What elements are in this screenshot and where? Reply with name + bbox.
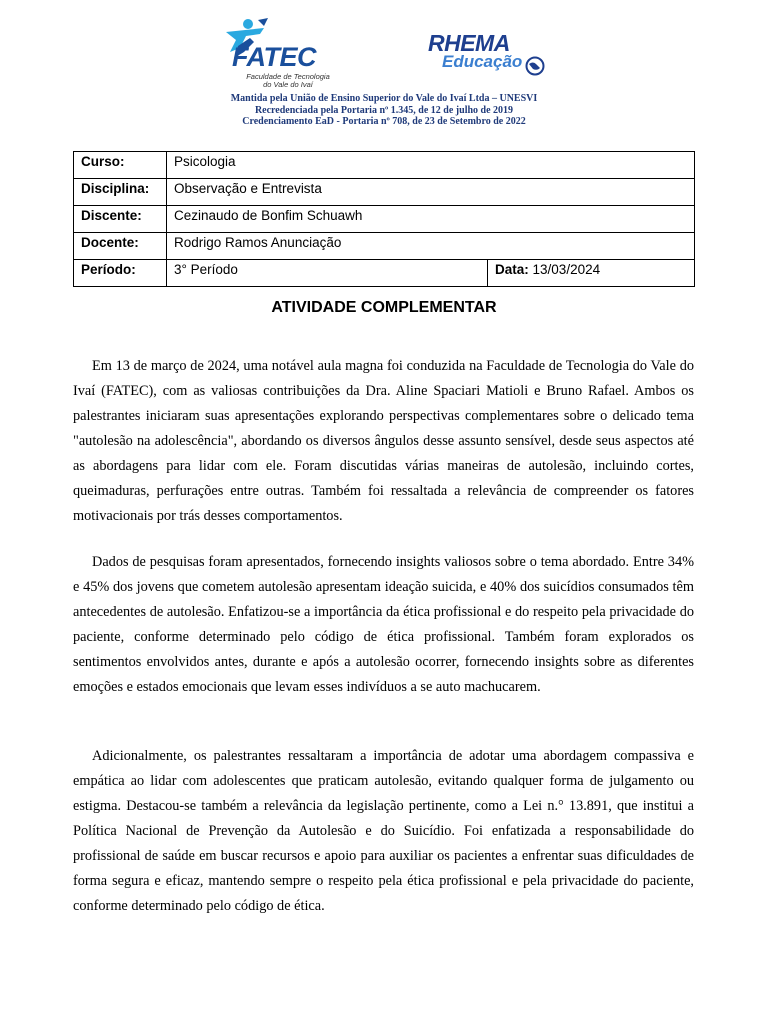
curso-value: Psicologia [167,152,695,179]
fatec-logo-subtitle [233,73,343,89]
docente-value: Rodrigo Ramos Anunciação [167,233,695,260]
periodo-label: Período: [74,260,167,287]
table-row-discente [74,206,695,233]
fatec-logo [220,18,340,90]
fatec-subtitle-line2: do Vale do Ivaí [263,80,313,89]
rhema-logo-text: RHEMA [428,30,510,56]
info-table [73,151,695,287]
data-label: Data: [495,262,529,277]
paragraph-1: Em 13 de março de 2024, uma notável aula magna foi conduzida na Faculdade de Tecnologia do Vale do Ivaí (FATEC), com as valiosas contribuições da Dra. Aline Spaciari Matioli e Bruno Rafael. Ambos os palestrantes iniciaram suas apresentações explorando perspectivas complementares sobre o delicado tema "autolesão na adolescência", abordando os diversos ângulos desse assunto sensível, desde seus aspectos até as abordagens para lidar com ele. Foram discutidas várias maneiras de autolesão, incluindo cortes, queimaduras, perfurações entre outras. Também foi ressaltada a relevância de compreender os fatores motivacionais por trás desses comportamentos. [73,358,694,524]
docente-label: Docente: [74,233,167,260]
institution-line-3: Credenciamento EaD - Portaria nº 708, de 23 de Setembro de 2022 [242,116,526,127]
table-row-periodo [74,260,695,287]
curso-label: Curso: [74,152,167,179]
discente-value: Cezinaudo de Bonfim Schuawh [167,206,695,233]
rhema-tagline: Educação [442,52,523,71]
data-value: 13/03/2024 [532,262,601,277]
table-row-docente [74,233,695,260]
table-row-disciplina [74,179,695,206]
data-cell [488,260,695,287]
rhema-logo [426,30,551,80]
fatec-subtitle-line1: Faculdade de Tecnologia [246,72,330,81]
globe-icon [525,56,545,76]
paragraph-2: Dados de pesquisas foram apresentados, fornecendo insights valiosos sobre o tema abordado. Entre 34% e 45% dos jovens que cometem autolesão apresentam ideação suicida, e 40% dos suicídios consumados têm antecedentes de autolesão. Enfatizou-se a importância da ética profissional e do respeito pela privacidade do paciente, conforme determinado pelo código de ética profissional. Também foram explorados os sentimentos envolvidos antes, durante e após a autolesão ocorrer, fornecendo insights sobre as diferentes emoções e estados emocionais que levam esses indivíduos a se auto machucarem. [73,554,694,695]
disciplina-value: Observação e Entrevista [167,179,695,206]
document-title: ATIVIDADE COMPLEMENTAR [271,299,497,316]
periodo-value: 3° Período [167,260,488,287]
disciplina-label: Disciplina: [74,179,167,206]
discente-label: Discente: [74,206,167,233]
paragraph-3: Adicionalmente, os palestrantes ressaltaram a importância de adotar uma abordagem compassiva e empática ao lidar com adolescentes que praticam autolesão, evitando qualquer forma de julgamento ou estigma. Destacou-se também a relevância da legislação pertinente, como a Lei n.° 13.891, que institui a Política Nacional de Prevenção da Autolesão e do Suicídio. Foi enfatizada a responsabilidade do profissional de saúde em buscar recursos e apoio para auxiliar os pacientes a enfrentar suas dificuldades de forma segura e eficaz, mantendo sempre o respeito pela ética profissional e pela privacidade do paciente, conforme determinado pelo código de ética. [73,748,694,914]
institution-line-1: Mantida pela União de Ensino Superior do Vale do Ivaí Ltda – UNESVI [230,93,538,104]
fatec-logo-text: FATEC [232,42,316,72]
institution-line-2: Recredenciada pela Portaria nº 1.345, de 12 de julho de 2019 [254,104,514,116]
table-row-curso [74,152,695,179]
institution-info [0,93,768,128]
